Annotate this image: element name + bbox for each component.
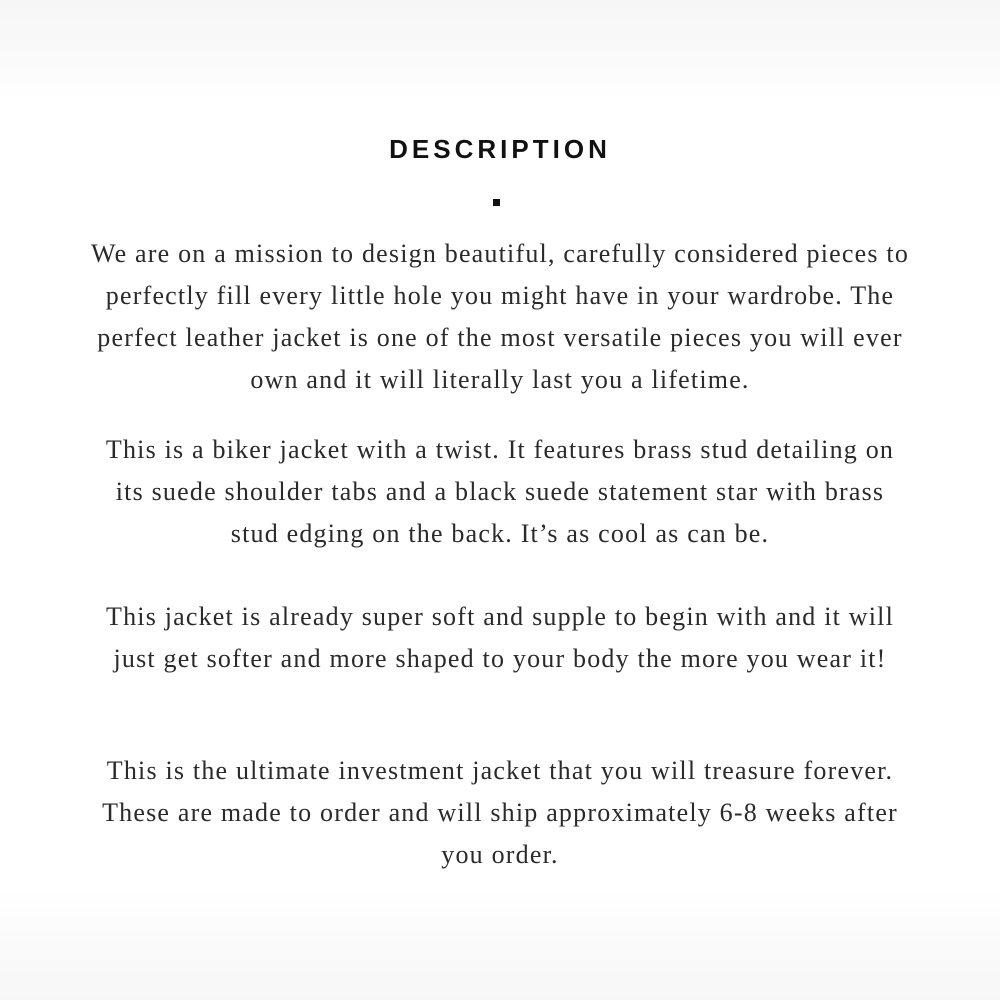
top-fade	[0, 0, 1000, 100]
description-paragraph-2: This is a biker jacket with a twist. It features brass stud detailing on its suede shoulder tabs and a black suede statement star with brass stud edging on the back. It’s as cool as can be.	[105, 435, 895, 548]
description-paragraph-4: This is the ultimate investment jacket that you will treasure forever. These are made to order and will ship approximately 6-8 weeks after you order.	[102, 756, 898, 869]
description-paragraph-3: This jacket is already super soft and supple to begin with and it will just get softer and more shaped to your body the more you wear it!	[105, 602, 895, 673]
bottom-fade	[0, 890, 1000, 1000]
divider-dot	[493, 199, 500, 206]
description-paragraph-1: We are on a mission to design beautiful, carefully considered pieces to perfectly fill every little hole you might have in your wardrobe. The perfect leather jacket is one of the most versatile pieces you will ever own and it will literally last you a lifetime.	[90, 239, 910, 394]
section-heading: DESCRIPTION	[389, 134, 611, 164]
